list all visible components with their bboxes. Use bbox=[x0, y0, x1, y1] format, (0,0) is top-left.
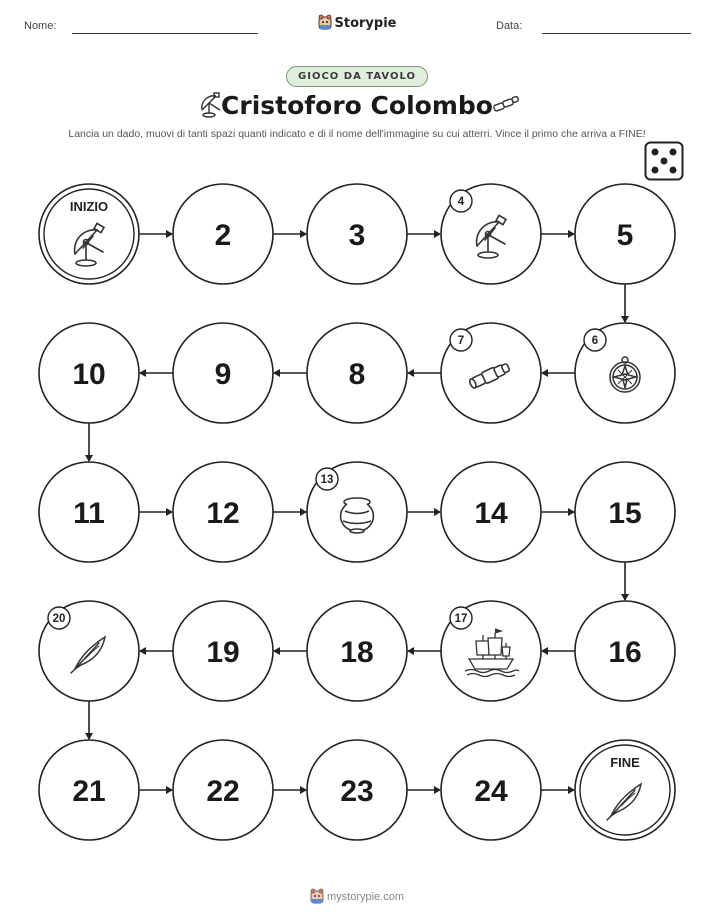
board-space-25[interactable] bbox=[575, 740, 675, 840]
space-number: 23 bbox=[340, 775, 374, 808]
board-space-1[interactable] bbox=[39, 184, 139, 284]
board-space-3[interactable] bbox=[307, 184, 407, 284]
board-space-2[interactable] bbox=[173, 184, 273, 284]
space-number: 3 bbox=[348, 219, 366, 252]
space-number: 21 bbox=[72, 775, 106, 808]
brand-name: Storypie bbox=[334, 16, 397, 31]
space-number: 24 bbox=[474, 775, 508, 808]
board-space-5[interactable] bbox=[575, 184, 675, 284]
footer-url[interactable]: mystorypie.com bbox=[326, 891, 405, 903]
space-number: 14 bbox=[474, 497, 508, 530]
space-number: 2 bbox=[214, 219, 232, 252]
board-space-8[interactable] bbox=[307, 323, 407, 423]
space-number: 11 bbox=[73, 497, 105, 530]
space-label: INIZIO bbox=[69, 199, 109, 214]
space-number: 6 bbox=[591, 335, 599, 347]
board-space-20[interactable] bbox=[39, 601, 139, 701]
footer bbox=[0, 888, 714, 904]
instructions: Lancia un dado, muovi di tanti spazi quanti indicato e di il nome dell'immagine su cui atterri. Vince il primo che arriva a FINE! bbox=[68, 128, 646, 140]
space-number: 18 bbox=[340, 636, 374, 669]
space-label: FINE bbox=[610, 755, 640, 770]
page-title: Cristoforo Colombo bbox=[221, 91, 493, 120]
board-space-4[interactable] bbox=[441, 184, 541, 284]
board-space-24[interactable] bbox=[441, 740, 541, 840]
name-label: Nome: bbox=[24, 20, 57, 32]
space-number: 22 bbox=[206, 775, 240, 808]
board-space-9[interactable] bbox=[173, 323, 273, 423]
space-number: 17 bbox=[454, 613, 468, 625]
space-number: 9 bbox=[214, 358, 232, 391]
board-space-21[interactable] bbox=[39, 740, 139, 840]
board-space-16[interactable] bbox=[575, 601, 675, 701]
space-number: 12 bbox=[206, 497, 240, 530]
space-number: 13 bbox=[320, 474, 334, 486]
board-space-6[interactable] bbox=[575, 323, 675, 423]
space-number: 5 bbox=[616, 219, 634, 252]
space-number: 19 bbox=[206, 636, 240, 669]
board-space-23[interactable] bbox=[307, 740, 407, 840]
board-space-19[interactable] bbox=[173, 601, 273, 701]
space-number: 8 bbox=[348, 358, 366, 391]
space-number: 10 bbox=[72, 358, 106, 391]
board-space-18[interactable] bbox=[307, 601, 407, 701]
space-number: 7 bbox=[457, 335, 465, 347]
board-space-17[interactable] bbox=[441, 601, 541, 701]
board-space-13[interactable] bbox=[307, 462, 407, 562]
space-number: 20 bbox=[52, 613, 66, 625]
pot-icon bbox=[341, 498, 374, 533]
board-space-12[interactable] bbox=[173, 462, 273, 562]
board-space-10[interactable] bbox=[39, 323, 139, 423]
game-type-badge: GIOCO DA TAVOLO bbox=[286, 66, 428, 87]
space-number: 4 bbox=[457, 196, 465, 208]
space-number: 16 bbox=[608, 636, 642, 669]
storypie-mascot-icon bbox=[310, 888, 324, 904]
board-space-15[interactable] bbox=[575, 462, 675, 562]
board-space-22[interactable] bbox=[173, 740, 273, 840]
date-label: Data: bbox=[496, 20, 523, 32]
space-number: 15 bbox=[608, 497, 642, 530]
board-spaces bbox=[39, 184, 675, 840]
board-space-11[interactable] bbox=[39, 462, 139, 562]
board-space-7[interactable] bbox=[441, 323, 541, 423]
board-space-14[interactable] bbox=[441, 462, 541, 562]
